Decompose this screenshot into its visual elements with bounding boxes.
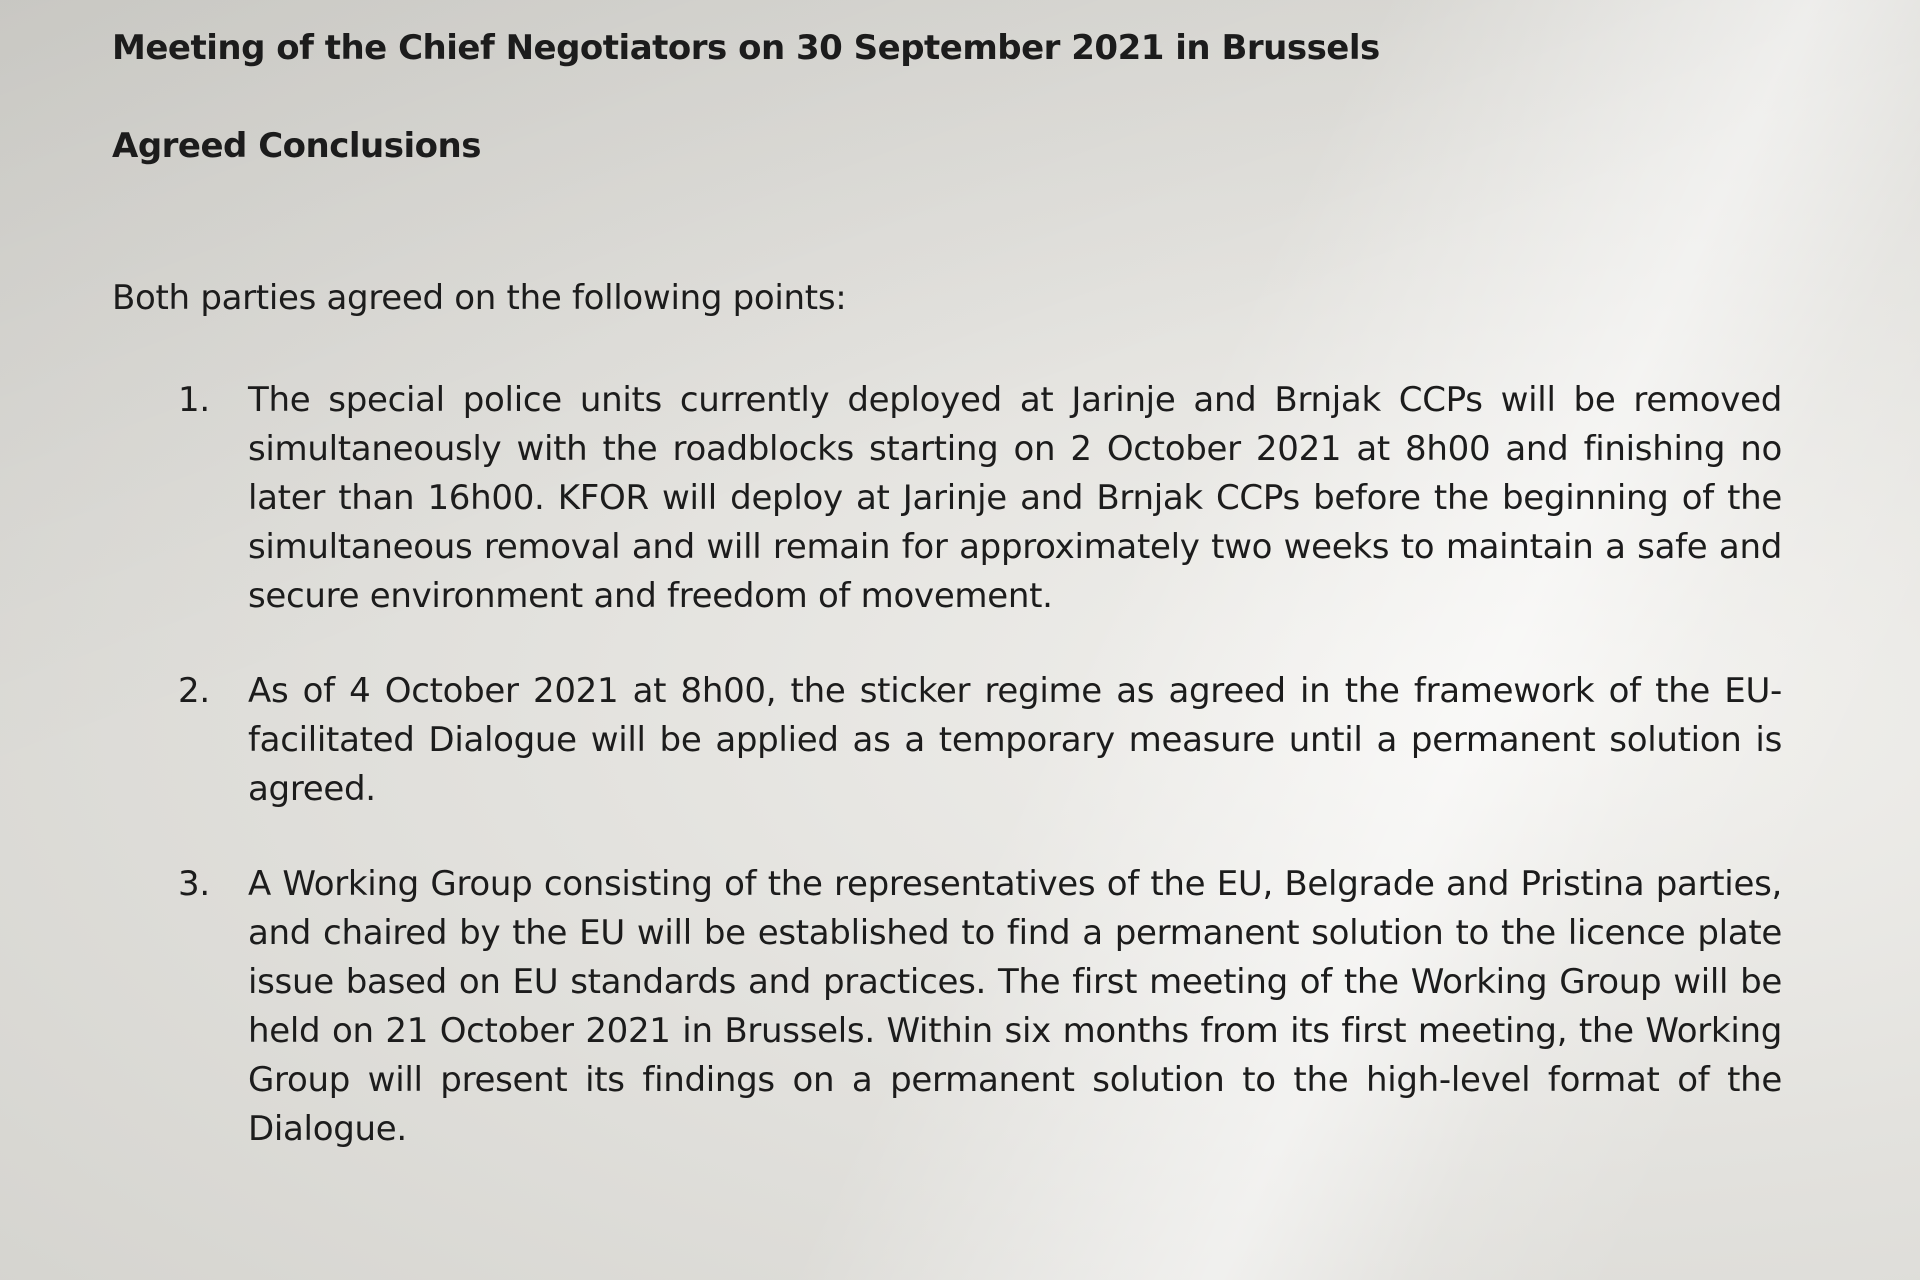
point-text: As of 4 October 2021 at 8h00, the sticker regime as agreed in the framework of the EU-facilitated Dialogue will be applied as a temporary measure until a permanent solution is agreed.: [248, 671, 1782, 809]
points-list: [112, 376, 1782, 1200]
point-number: 3.: [178, 864, 210, 904]
document-subtitle: Agreed Conclusions: [112, 126, 481, 166]
point-text: The special police units currently deployed at Jarinje and Brnjak CCPs will be removed simultaneously with the roadblocks starting on 2 October 2021 at 8h00 and finishing no later than 16h00. KFOR will deploy at Jarinje and Brnjak CCPs before the beginning of the simultaneous removal and will remain for approximately two weeks to maintain a safe and secure environment and freedom of movement.: [248, 380, 1782, 616]
document-title: Meeting of the Chief Negotiators on 30 September 2021 in Brussels: [112, 28, 1380, 68]
point-number: 2.: [178, 671, 210, 711]
intro-sentence: Both parties agreed on the following points:: [112, 278, 847, 318]
point-number: 1.: [178, 380, 210, 420]
point-text: A Working Group consisting of the representatives of the EU, Belgrade and Pristina parties, and chaired by the EU will be established to find a permanent solution to the licence plate issue based on EU standards and practices. The first meeting of the Working Group will be held on 21 October 2021 in Brussels. Within six months from its first meeting, the Working Group will present its findings on a permanent solution to the high-level format of the Dialogue.: [248, 864, 1782, 1149]
list-item: [112, 667, 1782, 814]
list-item: [112, 376, 1782, 621]
list-item: [112, 860, 1782, 1154]
